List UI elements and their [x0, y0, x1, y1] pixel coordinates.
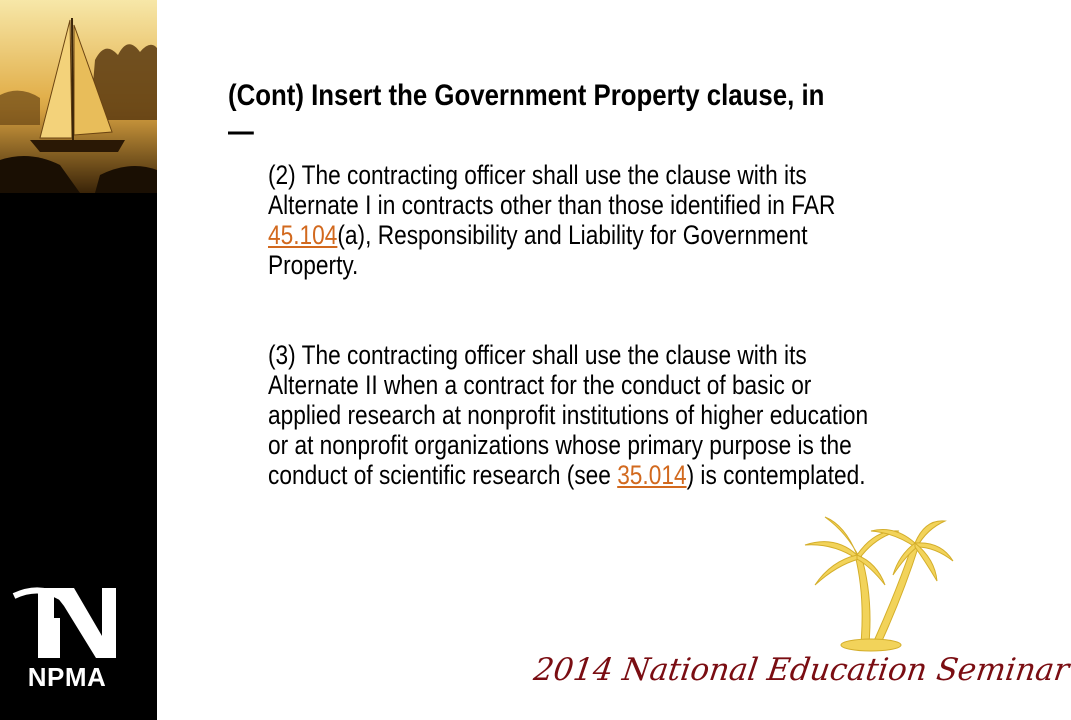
paragraph-text: (a), Responsibility and Liability for Government Property.: [268, 220, 808, 280]
npma-n-icon: [12, 578, 122, 662]
paragraph-text: (3) The contracting officer shall use the clause with its Alternate II when a contract for the conduct of basic or applied research at nonprofit institutions of higher education or at nonprofit organizations whose primary purpose is the conduct of scientific research (see: [268, 340, 869, 490]
paragraph-text: ) is contemplated.: [686, 460, 866, 490]
paragraph-text: (2) The contracting officer shall use the clause with its Alternate I in contracts other than those identified in FAR: [268, 160, 836, 220]
slide-title: (Cont) Insert the Government Property clause, in—: [228, 79, 825, 148]
left-sidebar: [0, 0, 157, 720]
palm-trees-icon: [795, 515, 955, 655]
paragraph-alternate-2: [268, 340, 869, 490]
sailboat-sunset-photo: [0, 0, 157, 193]
sailboat-icon: [0, 0, 157, 193]
far-45-104-link[interactable]: 45.104: [268, 220, 338, 250]
seminar-title: 2014 National Education Seminar: [531, 652, 1071, 688]
logo-text: NPMA: [27, 662, 107, 692]
paragraph-alternate-1: [268, 160, 869, 280]
npma-logo: [12, 578, 122, 698]
far-35-014-link[interactable]: 35.014: [617, 460, 687, 490]
